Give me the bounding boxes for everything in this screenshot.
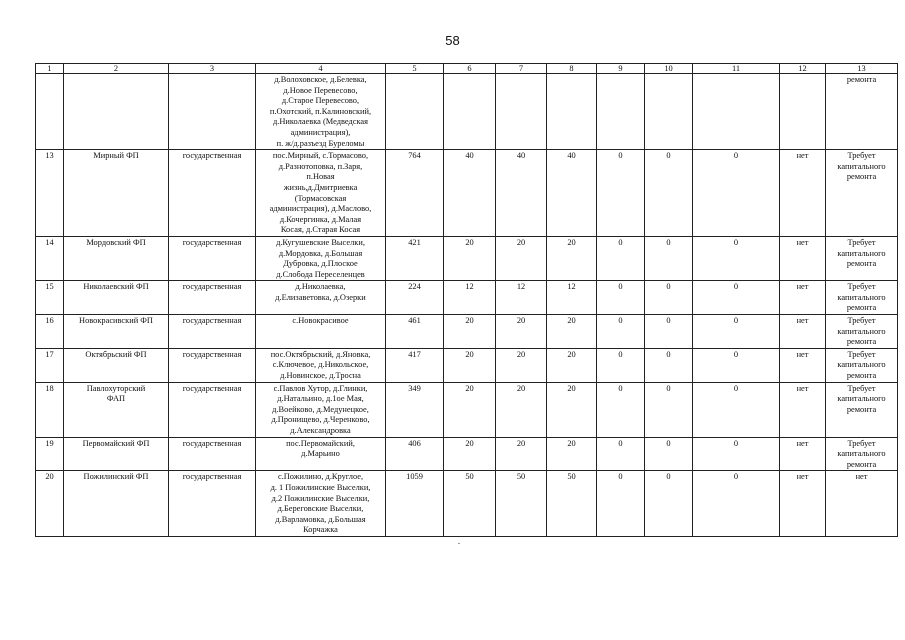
condition-status-line: Требует — [847, 282, 876, 292]
served-settlements-line: д.Елизаветовка, д.Озерки — [275, 292, 366, 302]
served-settlements — [256, 315, 386, 349]
value-col-9: 0 — [597, 382, 645, 437]
condition-status-line: Требует — [847, 151, 876, 161]
value-col-11: 0 — [693, 437, 780, 471]
value-col-10 — [645, 74, 693, 150]
condition-status-line: Требует — [847, 316, 876, 326]
row-number: 18 — [36, 382, 64, 437]
column-number: 8 — [547, 64, 597, 74]
value-col-12: нет — [780, 348, 826, 382]
value-col-10: 0 — [645, 315, 693, 349]
served-settlements — [256, 382, 386, 437]
table-body — [36, 64, 898, 537]
condition-status — [826, 281, 898, 315]
value-col-8: 20 — [547, 437, 597, 471]
population-served: 406 — [386, 437, 444, 471]
population-served: 764 — [386, 150, 444, 237]
served-settlements — [256, 150, 386, 237]
condition-status-line: капитального — [837, 292, 886, 302]
value-col-10: 0 — [645, 437, 693, 471]
population-served: 417 — [386, 348, 444, 382]
table-row — [36, 315, 898, 349]
served-settlements-line: д.Марьино — [301, 449, 340, 459]
condition-status-line: Требует — [847, 383, 876, 393]
condition-status-line: Требует — [847, 438, 876, 448]
served-settlements-line: Дубровка, д.Плоское — [283, 259, 358, 269]
value-col-7: 12 — [496, 281, 547, 315]
served-settlements-line: п.Новая — [306, 172, 335, 182]
page-number: 58 — [445, 33, 460, 48]
value-col-6: 20 — [444, 437, 496, 471]
value-col-10: 0 — [645, 236, 693, 280]
value-col-6 — [444, 74, 496, 150]
served-settlements-line: д.Кугушевские Выселки, — [276, 237, 365, 247]
served-settlements-line: с.Ключевое, д.Никольское, — [272, 360, 369, 370]
value-col-6: 20 — [444, 348, 496, 382]
served-settlements — [256, 471, 386, 537]
facility-name — [64, 74, 169, 150]
served-settlements-line: с.Новокрасивое — [292, 316, 349, 326]
column-number: 10 — [645, 64, 693, 74]
column-number: 11 — [693, 64, 780, 74]
value-col-11: 0 — [693, 348, 780, 382]
row-number: 14 — [36, 236, 64, 280]
column-number: 4 — [256, 64, 386, 74]
ownership-form: государственная — [169, 150, 256, 237]
row-number: 16 — [36, 315, 64, 349]
row-number: 19 — [36, 437, 64, 471]
served-settlements-line: (Тормасовская — [294, 193, 347, 203]
condition-status-line: ремонта — [846, 172, 877, 182]
value-col-12: нет — [780, 315, 826, 349]
condition-status-line: ремонта — [846, 404, 877, 414]
served-settlements — [256, 236, 386, 280]
row-number — [36, 74, 64, 150]
condition-status-line: Требует — [847, 349, 876, 359]
condition-status — [826, 471, 898, 537]
table-row — [36, 236, 898, 280]
facility-name — [64, 281, 169, 315]
ownership-form: государственная — [169, 437, 256, 471]
condition-status-line: ремонта — [846, 459, 877, 469]
population-served: 421 — [386, 236, 444, 280]
facility-name-line: Октябрьский ФП — [85, 349, 147, 359]
column-number-row — [36, 64, 898, 74]
condition-status-line: ремонта — [846, 371, 877, 381]
ownership-form: государственная — [169, 471, 256, 537]
value-col-11: 0 — [693, 315, 780, 349]
value-col-10: 0 — [645, 382, 693, 437]
condition-status-line: капитального — [837, 161, 886, 171]
column-number: 3 — [169, 64, 256, 74]
row-number: 20 — [36, 471, 64, 537]
population-served: 461 — [386, 315, 444, 349]
served-settlements-line: д.Разнотоповка, п.Заря, — [278, 161, 363, 171]
served-settlements — [256, 74, 386, 150]
value-col-7: 20 — [496, 348, 547, 382]
value-col-6: 50 — [444, 471, 496, 537]
value-col-11 — [693, 74, 780, 150]
served-settlements-line: жизнь,д.Дмитриевка — [283, 182, 358, 192]
served-settlements-line: Корчажка — [303, 525, 338, 535]
served-settlements-line: д.Варламовка, д.Большая — [275, 514, 366, 524]
served-settlements-line: д.2 Пожилинские Выселки, — [271, 493, 370, 503]
facility-name — [64, 382, 169, 437]
table-row — [36, 74, 898, 150]
facility-name-line: Павлохуторский — [86, 383, 146, 393]
value-col-8: 20 — [547, 315, 597, 349]
table-row — [36, 471, 898, 537]
facility-name-line: ФАП — [106, 394, 126, 404]
condition-status — [826, 348, 898, 382]
condition-status — [826, 382, 898, 437]
served-settlements-line: д.Натальино, д.1ое Мая, — [277, 394, 364, 404]
value-col-8: 20 — [547, 382, 597, 437]
condition-status — [826, 315, 898, 349]
served-settlements-line: д.Новинское, д.Тросна — [280, 371, 361, 381]
population-served — [386, 74, 444, 150]
value-col-11: 0 — [693, 281, 780, 315]
table-row — [36, 437, 898, 471]
served-settlements — [256, 281, 386, 315]
column-number: 7 — [496, 64, 547, 74]
served-settlements — [256, 437, 386, 471]
facility-name — [64, 437, 169, 471]
column-number: 6 — [444, 64, 496, 74]
facility-name-line: Мордовский ФП — [86, 237, 146, 247]
ownership-form: государственная — [169, 281, 256, 315]
served-settlements — [256, 348, 386, 382]
served-settlements-line: Косая, д.Старая Косая — [280, 225, 361, 235]
value-col-7: 40 — [496, 150, 547, 237]
ownership-form: государственная — [169, 236, 256, 280]
condition-status — [826, 437, 898, 471]
facility-name — [64, 471, 169, 537]
ownership-form: государственная — [169, 382, 256, 437]
value-col-12 — [780, 74, 826, 150]
value-col-12: нет — [780, 150, 826, 237]
value-col-6: 20 — [444, 236, 496, 280]
row-number: 17 — [36, 348, 64, 382]
value-col-6: 40 — [444, 150, 496, 237]
column-number: 5 — [386, 64, 444, 74]
value-col-9: 0 — [597, 348, 645, 382]
value-col-10: 0 — [645, 471, 693, 537]
served-settlements-line: д.Старое Перевесово, — [281, 96, 360, 106]
facility-name — [64, 315, 169, 349]
served-settlements-line: д.Александровка — [290, 426, 351, 435]
value-col-12: нет — [780, 281, 826, 315]
facilities-table — [35, 63, 898, 537]
value-col-8: 20 — [547, 236, 597, 280]
served-settlements-line: с.Пожилино, д.Круглое, — [277, 472, 364, 482]
column-number: 9 — [597, 64, 645, 74]
value-col-11: 0 — [693, 236, 780, 280]
value-col-9: 0 — [597, 315, 645, 349]
value-col-6: 12 — [444, 281, 496, 315]
condition-status — [826, 74, 898, 150]
facility-name-line: Пожилинский ФП — [83, 472, 149, 482]
population-served: 349 — [386, 382, 444, 437]
column-number: 2 — [64, 64, 169, 74]
facility-name-line: Первомайский ФП — [82, 438, 150, 448]
served-settlements-line: д.Пронищево, д.Черенково, — [271, 415, 370, 425]
value-col-12: нет — [780, 236, 826, 280]
value-col-7: 20 — [496, 236, 547, 280]
served-settlements-line: п.Охотский, п.Калиновский, — [269, 106, 372, 116]
value-col-9 — [597, 74, 645, 150]
facility-name — [64, 150, 169, 237]
table-row — [36, 382, 898, 437]
condition-status-line: ремонта — [846, 337, 877, 347]
column-number: 12 — [780, 64, 826, 74]
condition-status-line: капитального — [837, 449, 886, 459]
row-number: 13 — [36, 150, 64, 237]
served-settlements-line: п. ж/д.разъезд Буреломы — [276, 138, 365, 148]
served-settlements-line: администрация), д.Маслово, — [269, 204, 372, 214]
served-settlements-line: с.Павлов Хутор, д.Глинки, — [273, 383, 368, 393]
column-number: 1 — [36, 64, 64, 74]
value-col-7: 50 — [496, 471, 547, 537]
served-settlements-line: д. 1 Пожилинские Выселки, — [270, 482, 371, 492]
value-col-10: 0 — [645, 281, 693, 315]
value-col-11: 0 — [693, 471, 780, 537]
column-number: 13 — [826, 64, 898, 74]
row-number: 15 — [36, 281, 64, 315]
ownership-form: государственная — [169, 348, 256, 382]
value-col-8: 20 — [547, 348, 597, 382]
value-col-8: 40 — [547, 150, 597, 237]
value-col-11: 0 — [693, 150, 780, 237]
facility-name-line: Николаевский ФП — [83, 282, 149, 292]
value-col-11: 0 — [693, 382, 780, 437]
scan-speck — [458, 543, 460, 544]
value-col-7 — [496, 74, 547, 150]
value-col-6: 20 — [444, 315, 496, 349]
condition-status-line: капитального — [837, 248, 886, 258]
value-col-8 — [547, 74, 597, 150]
served-settlements-line: пос.Октябрьский, д.Яновка, — [270, 349, 371, 359]
facility-name — [64, 236, 169, 280]
condition-status-line: капитального — [837, 394, 886, 404]
value-col-9: 0 — [597, 150, 645, 237]
served-settlements-line: д.Николаевка (Медведская — [273, 117, 368, 127]
facility-name-line: Новокрасивский ФП — [79, 316, 153, 326]
value-col-9: 0 — [597, 236, 645, 280]
value-col-7: 20 — [496, 382, 547, 437]
condition-status-line: капитального — [837, 326, 886, 336]
served-settlements-line: пос.Первомайский, — [286, 438, 355, 448]
population-served: 224 — [386, 281, 444, 315]
served-settlements-line: д.Кочергинка, д.Малая — [279, 214, 362, 224]
value-col-7: 20 — [496, 315, 547, 349]
value-col-6: 20 — [444, 382, 496, 437]
facility-name — [64, 348, 169, 382]
facility-name-line: Мирный ФП — [93, 151, 139, 161]
condition-status-line: ремонта — [846, 303, 877, 313]
value-col-10: 0 — [645, 348, 693, 382]
served-settlements-line: д.Береговские Выселки, — [277, 504, 364, 514]
value-col-8: 12 — [547, 281, 597, 315]
table-row — [36, 281, 898, 315]
served-settlements-line: администрация), — [290, 127, 351, 137]
condition-status-line: ремонта — [846, 75, 877, 84]
condition-status-line: Требует — [847, 237, 876, 247]
served-settlements-line: д.Волоховское, д.Белевка, — [274, 75, 367, 84]
value-col-9: 0 — [597, 437, 645, 471]
condition-status-line: капитального — [837, 360, 886, 370]
condition-status-line: ремонта — [846, 259, 877, 269]
condition-status-line: нет — [855, 472, 868, 482]
served-settlements-line: д.Николаевка, — [295, 282, 346, 292]
value-col-12: нет — [780, 437, 826, 471]
value-col-9: 0 — [597, 281, 645, 315]
condition-status — [826, 236, 898, 280]
table-row — [36, 348, 898, 382]
served-settlements-line: д.Слобода Переселенцев — [276, 269, 365, 279]
table-row — [36, 150, 898, 237]
value-col-8: 50 — [547, 471, 597, 537]
served-settlements-line: д.Воейково, д.Медунецкое, — [272, 404, 369, 414]
condition-status — [826, 150, 898, 237]
served-settlements-line: д.Новое Перевесово, — [283, 85, 358, 95]
population-served: 1059 — [386, 471, 444, 537]
served-settlements-line: пос.Мирный, с.Тормасово, — [272, 151, 369, 161]
value-col-12: нет — [780, 382, 826, 437]
value-col-9: 0 — [597, 471, 645, 537]
value-col-7: 20 — [496, 437, 547, 471]
ownership-form — [169, 74, 256, 150]
served-settlements-line: д.Мордовка, д.Большая — [278, 248, 363, 258]
value-col-10: 0 — [645, 150, 693, 237]
value-col-12: нет — [780, 471, 826, 537]
ownership-form: государственная — [169, 315, 256, 349]
